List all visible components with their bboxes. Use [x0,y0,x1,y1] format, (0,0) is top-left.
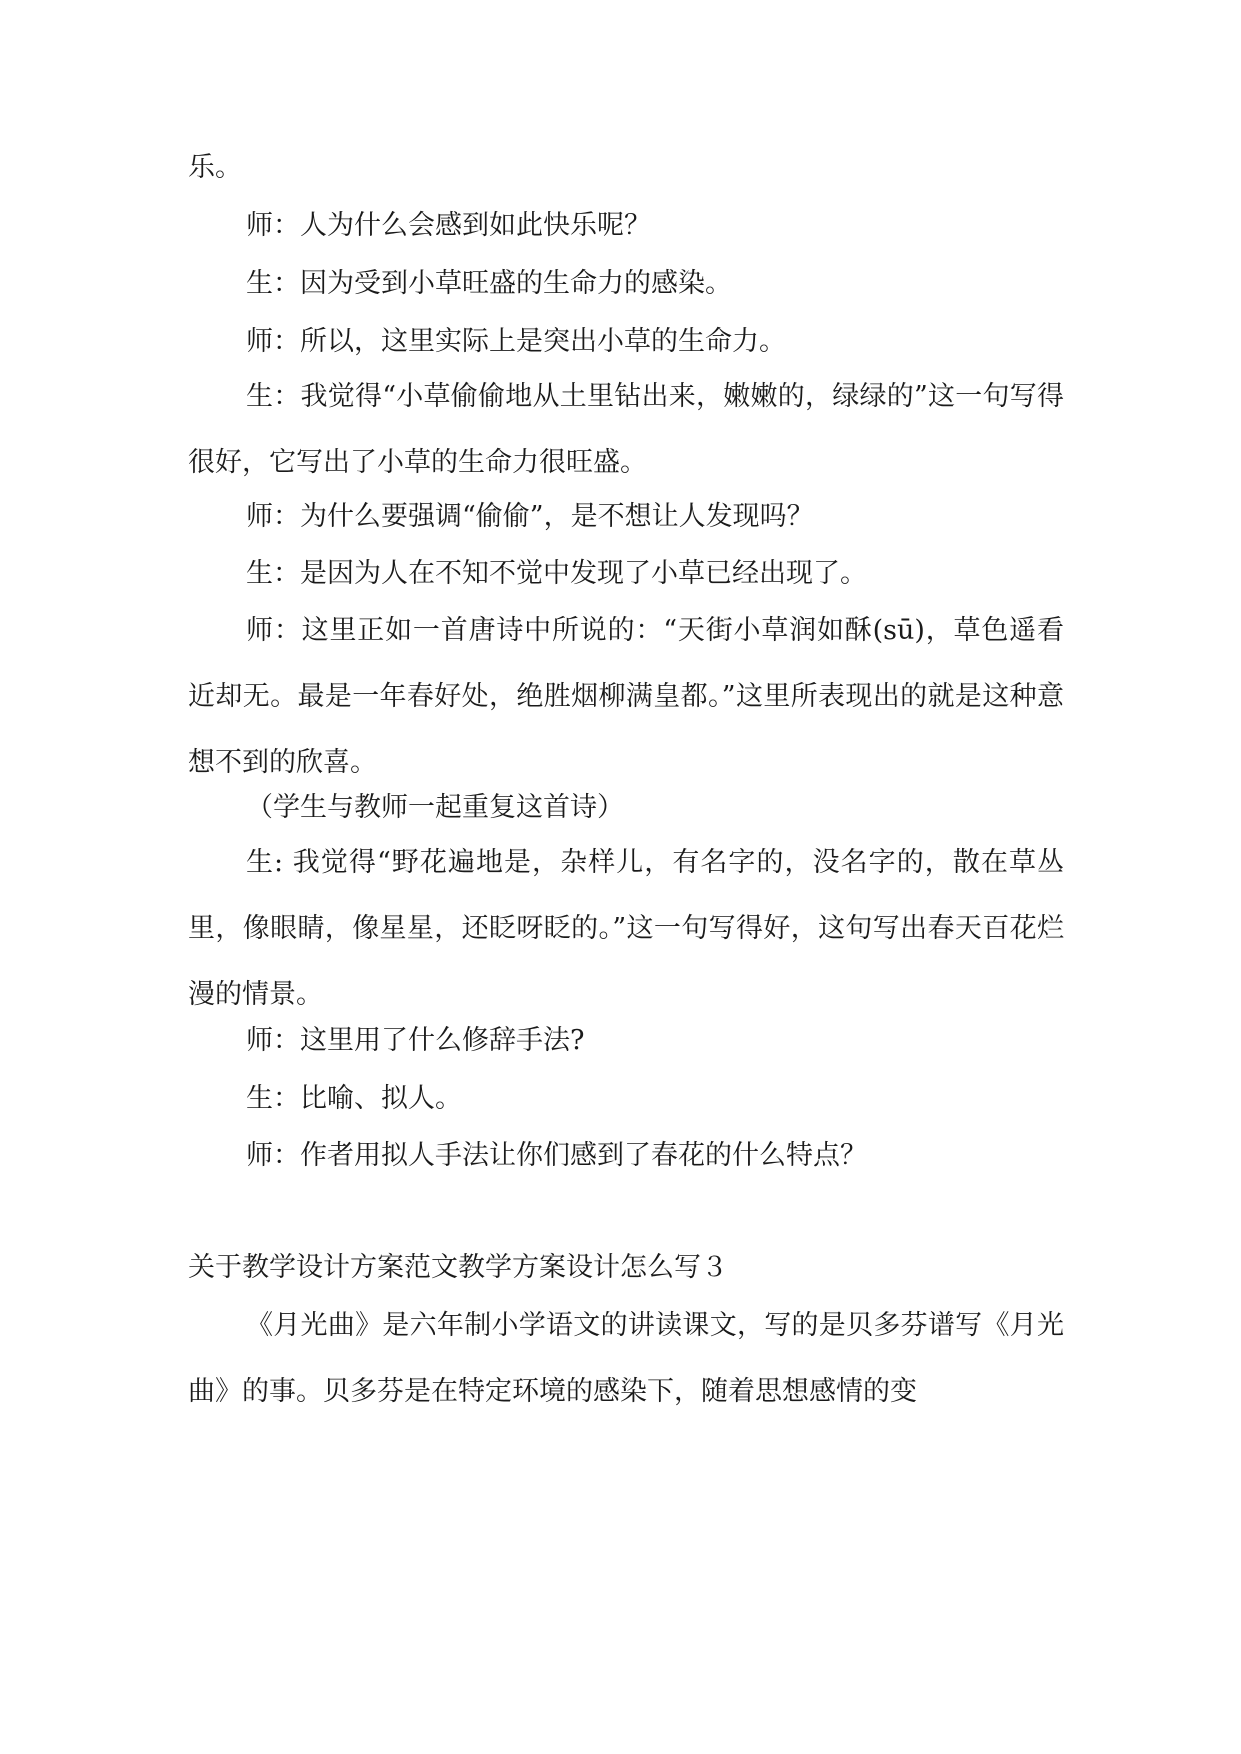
paragraph: 师：所以，这里实际上是突出小草的生命力。 [246,326,786,357]
paragraph: （学生与教师一起重复这首诗） [246,792,624,823]
paragraph: 生：是因为人在不知不觉中发现了小草已经出现了。 [246,558,867,589]
paragraph: 师：作者用拟人手法让你们感到了春花的什么特点？ [246,1140,867,1171]
paragraph: 生：因为受到小草旺盛的生命力的感染。 [246,268,732,299]
paragraph: 师：人为什么会感到如此快乐呢？ [246,210,651,241]
paragraph: 师：这里用了什么修辞手法? [246,1025,585,1056]
paragraph: 生: 我觉得“野花遍地是，杂样儿，有名字的，没名字的，散在草丛里，像眼睛，像星星，还眨呀眨的。”这一句写得好，这句写出春天百花烂漫的情景。 [188,847,1064,1010]
paragraph: 生：比喻、拟人。 [246,1083,462,1114]
paragraph: 师：为什么要强调“偷偷”，是不想让人发现吗？ [246,501,814,532]
paragraph: 《月光曲》是六年制小学语文的讲读课文，写的是贝多芬谱写《月光曲》的事。贝多芬是在特定环境的感染下，随着思想感情的变 [188,1310,1064,1407]
paragraph: 师：这里正如一首唐诗中所说的：“天街小草润如酥(sū)，草色遥看近却无。最是一年春好处，绝胜烟柳满皇都。”这里所表现出的就是这种意想不到的欣喜。 [188,615,1064,778]
section-heading: 关于教学设计方案范文教学方案设计怎么写３ [188,1252,728,1283]
paragraph: 乐。 [188,152,242,183]
paragraph: 生：我觉得“小草偷偷地从土里钻出来，嫩嫩的，绿绿的”这一句写得很好，它写出了小草的生命力很旺盛。 [188,381,1064,478]
